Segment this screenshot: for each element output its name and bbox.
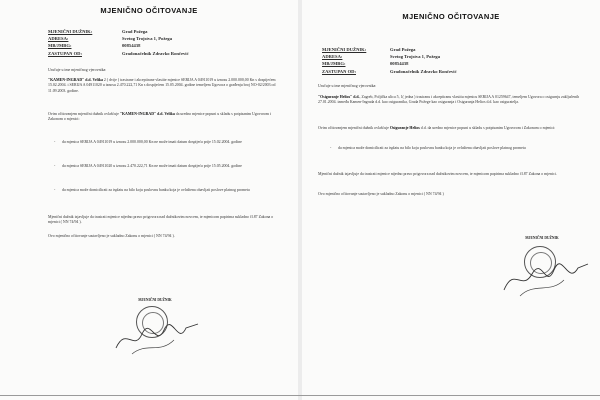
left-paragraph-bills — [48, 78, 284, 94]
right-header-block — [322, 46, 457, 75]
left-paragraph-intro: Uručuje u ime mjeničnog vjerovnika: — [48, 68, 107, 72]
left-mb-value: 00854438 — [122, 43, 141, 49]
right-paragraph-bills — [318, 95, 580, 106]
bullet-dash-icon: - — [54, 140, 56, 144]
bullet-dash-icon: - — [330, 146, 332, 150]
left-address-value: Svetog Trojstva 1, Požega — [122, 36, 173, 42]
left-mb-label: MB/JMBG: — [48, 43, 72, 49]
right-paragraph-declaration: Mjenični dužnik izjavljuje da trasirati mjenice nijedno pravo prigovora nad dužnikovim novcem, te mjenicom papirima sukladno čl.87 Zakona o mjenici. — [318, 172, 557, 176]
right-header-row-address — [322, 53, 457, 60]
right-rep-value: Gradonačelnik Zdravko Rončević — [390, 68, 457, 74]
left-auth-text-b: da uredno mjenice popuni u skladu s potpisanim Ugovorom i Zakonom o mjenici: — [48, 112, 271, 122]
right-address-label: ADRESA: — [322, 54, 343, 60]
right-auth-text-b: d.d. da uredno mjenice popuni u skladu s potpisanim Ugovorom i Zakonom o mjenici: — [420, 126, 556, 130]
right-auth-text-a: Ovim očitovanjem mjenični dužnik ovlašćuje — [318, 126, 389, 130]
bullet-dash-icon: - — [54, 164, 56, 168]
left-address-label: ADRESA: — [48, 36, 69, 42]
right-bullet-1 — [330, 146, 570, 151]
right-header-row-drawer — [322, 46, 457, 53]
right-drawer-value: Grad Požega — [390, 47, 416, 52]
right-bullet-1-text: da mjenica može domicilirati za isplatu na bilo koju poslovnu banku koja je ovlaštena obavljati poslove platnog prometa — [338, 146, 526, 150]
right-mb-value: 00854438 — [390, 61, 409, 67]
right-rep-label: ZASTUPAN OD: — [322, 68, 356, 74]
left-rep-label: ZASTUPAN OD: — [48, 50, 82, 56]
left-document-title: MJENIČNO OČITOVANJE — [100, 6, 198, 15]
left-creditor-name: "KAMEN-INGRAD" d.d. Velika — [48, 78, 103, 82]
right-address-value: Svetog Trojstva 1, Požega — [390, 54, 441, 60]
left-bullet-2 — [54, 164, 280, 169]
right-document-title: MJENIČNO OČITOVANJE — [402, 12, 500, 21]
left-paragraph-declaration: Mjenični dužnik izjavljuje da trasirati mjenice nijedno pravo prigovora nad dužnikovim novcem, te mjenicom papirima sukladno čl.87 Zakona o mjenici ( NN 74/94 ). — [48, 215, 274, 225]
left-bullet-2-text: da mjenica SERIJA A 04911020 u iznosu 2.470.222,71 Kn ne može imati datum dospijeća prije 15.05.2004. godine — [62, 164, 242, 168]
left-paragraph-closing: Ovo mjenično očitovanje sastavljeno je sukladno Zakonu o mjenici ( NN 74/94 ). — [48, 234, 175, 238]
right-paragraph-authorization — [318, 126, 580, 131]
left-header-row-drawer — [48, 28, 189, 35]
left-drawer-label: MJENIČNI DUŽNIK: — [48, 29, 93, 34]
left-header-block — [48, 28, 189, 57]
left-drawer-value: Grad Požega — [122, 29, 148, 34]
right-creditor-name: "Osiguranje Helios" d.d. — [318, 95, 360, 99]
right-header-row-mb — [322, 60, 457, 67]
right-document-page — [302, 0, 600, 400]
right-signature-icon — [498, 256, 590, 300]
left-rep-value: Gradonačelnik Zdravko Rončević — [122, 50, 189, 56]
left-header-row-address — [48, 35, 189, 42]
left-header-row-mb — [48, 42, 189, 49]
right-paragraph-intro: Uručuje u ime mjeničnog vjerovnika: — [318, 84, 377, 88]
right-bills-text: , Zagreb, Poljička ulica 5, 1( jedna ) trasiranu i akceptiranu vlastitu mjenicu SERIJA A 01259647, temeljem Ugovora o osigurnju zaključenih 27.01.2004. između Kamen-Ingrada d.d. kao osiguranika, Grada Požege kao osiguranja i Osiguranja Helios d.d. kao osiguratelja. — [318, 95, 580, 105]
right-drawer-label: MJENIČNI DUŽNIK: — [322, 47, 367, 52]
right-auth-creditor: Osiguranje Helios — [389, 126, 420, 130]
bullet-dash-icon: - — [54, 188, 56, 192]
left-paragraph-authorization — [48, 112, 284, 123]
right-header-row-rep — [322, 68, 457, 75]
left-document-page — [0, 0, 298, 400]
left-bullet-1 — [54, 140, 280, 145]
left-auth-creditor: "KAMEN-INGRAD" d.d. Velika — [119, 112, 175, 116]
left-bullet-3 — [54, 188, 280, 193]
left-bullet-1-text: da mjenica SERIJA A 04911019 u iznosu 2.000.000,00 Kn ne može imati datum dospijeća prije 15.02.2004. godine — [62, 140, 242, 144]
left-header-row-rep — [48, 50, 189, 57]
bottom-divider — [0, 395, 600, 396]
right-mb-label: MB/JMBG: — [322, 61, 346, 67]
left-bullet-3-text: da mjenica može domicilirati za isplatu na bilo koju poslovnu banku koja je ovlaštena obavljati poslove platnog prometa — [62, 188, 250, 192]
right-paragraph-closing: Ovo mjenično očitovanje sastavljeno je sukladno Zakonu o mjenici ( NN 74/94 ) — [318, 192, 444, 196]
left-stamp-caption: MJENIČNI DUŽNIK — [138, 298, 172, 302]
left-signature-icon — [112, 318, 202, 358]
left-auth-text-a: Ovim očitovanjem mjenični dužnik ovlašćuje — [48, 112, 119, 116]
left-bills-text: 2 ( dvije ) trasirane i akceptirane vlastite mjenice SERIJA A 04911019 u iznosu 2.000.000,00 Kn s dospijećem 15.02.2004. i SERIJA A 04911020 u iznosu 2.470.222,71 Kn s dospijećem 15.05.2004. godine temeljem Ugovora o građenju broj NO-02/2003 od 11.09.2003. godine. — [48, 78, 276, 93]
right-stamp-caption: MJENIČNI DUŽNIK — [525, 236, 559, 240]
